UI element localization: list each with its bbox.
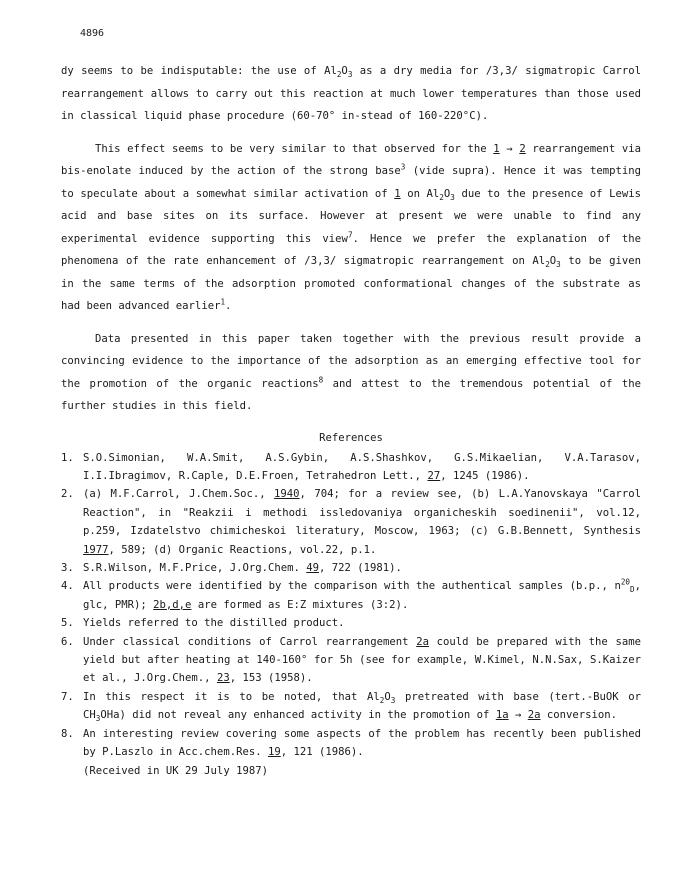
p2-text-b: rearrangement via bis-enolate induced by the action of the strong base bbox=[61, 142, 641, 177]
ref4-text-b: , glc, PMR); bbox=[83, 580, 641, 611]
ref6-compound: 2a bbox=[416, 635, 429, 648]
compound-1: 1 bbox=[394, 187, 401, 200]
p2-text-a: This effect seems to be very similar to that observed for the bbox=[95, 142, 487, 155]
citation-1: 1 bbox=[220, 297, 226, 307]
ref2-year-1: 1940 bbox=[274, 488, 300, 501]
citation-3: 3 bbox=[400, 162, 406, 172]
ref4-superscript: 20 bbox=[620, 577, 631, 587]
reference-text bbox=[83, 485, 641, 559]
ref2-text-b: , 704; for a review see, (b) L.A.Yanovskaya "Carrol Reaction", in "Reakzii i methodi issledovaniya organicheskih soedinenii", vol.12, p.259, Izdatelstvo chimicheskoi literatury, Moscow, 1963; (c) G.B.Bennett, Synthesis bbox=[83, 488, 641, 538]
p2-text-h: . bbox=[225, 300, 232, 312]
p2-text-d: on Al bbox=[407, 187, 440, 200]
p2-text-c: (vide supra). Hence it was tempting to speculate about a somewhat similar activation of bbox=[61, 165, 641, 200]
reference-number: 7. bbox=[61, 690, 74, 703]
reference-number: 2. bbox=[61, 488, 74, 501]
ref8-text-a: An interesting review covering some aspects of the problem has recently been published by P.Laszlo in Acc.chem.Res. bbox=[83, 727, 641, 758]
ref8-text-b: , 121 (1986). bbox=[280, 746, 364, 758]
received-date: (Received in UK 29 July 1987) bbox=[83, 765, 268, 778]
ref7-text-d: conversion. bbox=[546, 709, 618, 722]
ref6-text-b: could be prepared with the same yield but after heating at 140-160° for 5h (see for example, W.Kimel, N.N.Sax, S.Kaizer et al., J.Org.Chem., bbox=[83, 635, 641, 685]
reference-7 bbox=[61, 688, 641, 725]
ref4-compounds: 2b,d,e bbox=[153, 598, 192, 611]
compound-2a: 2a bbox=[527, 709, 541, 722]
oxygen-symbol: O bbox=[549, 255, 557, 267]
ref7-text-a: In this respect it is to be noted, that Al bbox=[83, 690, 380, 703]
oxygen-symbol: O bbox=[443, 187, 451, 200]
oxygen-symbol: O bbox=[341, 65, 348, 77]
ref6-text-c: , 153 (1958). bbox=[229, 672, 313, 685]
ref3-text-b: , 722 (1981). bbox=[319, 561, 402, 574]
reference-text bbox=[83, 633, 641, 688]
ref3-text-a: S.R.Wilson, M.F.Price, J.Org.Chem. bbox=[83, 561, 300, 574]
ref4-subscript: D bbox=[630, 585, 635, 595]
subscript-2: 2 bbox=[439, 192, 444, 202]
p2-text-e: due to the presence of Lewis acid and base sites on its surface. However at present we were unable to find any experimental evidence supporting this view bbox=[61, 187, 641, 245]
reference-number: 8. bbox=[61, 727, 74, 740]
citation-8: 8 bbox=[318, 374, 324, 384]
paragraph-1 bbox=[61, 60, 641, 128]
ref6-volume: 23 bbox=[216, 672, 230, 685]
reference-number: 4. bbox=[61, 580, 74, 593]
reaction-arrow: → bbox=[514, 709, 522, 722]
ref2-text-a: (a) M.F.Carrol, J.Chem.Soc., bbox=[83, 488, 266, 501]
subscript-2: 2 bbox=[545, 260, 550, 270]
ref1-volume: 27 bbox=[427, 469, 441, 482]
subscript-2: 2 bbox=[336, 70, 342, 80]
ref1-text-a: S.O.Simonian, W.A.Smit, A.S.Gybin, A.S.Shashkov, G.S.Mikaelian, V.A.Tarasov, I.I.Ibragimov, R.Caple, D.E.Froen, Tetrahedron Lett., bbox=[83, 451, 641, 482]
reference-4 bbox=[61, 577, 641, 614]
reference-text: Yields referred to the distilled product. bbox=[83, 617, 345, 630]
subscript-2: 2 bbox=[379, 695, 385, 705]
reference-text bbox=[83, 577, 641, 614]
ref6-text-a: Under classical conditions of Carrol rearrangement bbox=[83, 635, 409, 648]
subscript-3: 3 bbox=[450, 192, 455, 202]
ref4-text-a: All products were identified by the comparison with the authentical samples (b.p., n bbox=[83, 580, 621, 593]
subscript-3: 3 bbox=[95, 714, 101, 724]
p1-text-b: as a dry media for /3,3/ sigmatropic Carrol rearrangement allows to carry out this reaction at much lower temperatures than those used in classical liquid phase procedure (60-70° in-stead of 160-220°C). bbox=[61, 65, 641, 122]
references-heading: References bbox=[319, 431, 383, 444]
paragraph-2 bbox=[61, 138, 641, 318]
reference-text bbox=[83, 449, 641, 486]
compound-1: 1 bbox=[493, 142, 500, 155]
ref2-text-c: , 589; (d) Organic Reactions, vol.22, p.1. bbox=[108, 543, 377, 556]
ref4-text-c: are formed as E:Z mixtures (3:2). bbox=[197, 598, 409, 611]
ref7-text-b: pretreated with base (tert.-BuOK or CH bbox=[83, 690, 642, 722]
reference-number: 3. bbox=[61, 561, 74, 574]
ref8-volume: 19 bbox=[267, 746, 281, 758]
citation-7: 7 bbox=[347, 229, 353, 239]
page-number: 4896 bbox=[80, 28, 105, 39]
reference-2 bbox=[61, 485, 641, 559]
reference-number: 6. bbox=[61, 635, 74, 648]
ref1-text-b: , 1245 (1986). bbox=[440, 469, 530, 482]
reference-8 bbox=[61, 725, 641, 762]
subscript-3: 3 bbox=[556, 260, 561, 270]
p1-text-a: dy seems to be indisputable: the use of Al bbox=[61, 65, 337, 77]
subscript-3: 3 bbox=[347, 70, 353, 80]
ref2-year-2: 1977 bbox=[83, 543, 109, 556]
compound-2: 2 bbox=[519, 142, 526, 155]
oxygen-symbol: O bbox=[384, 690, 391, 703]
compound-1a: 1a bbox=[495, 709, 509, 722]
reference-text bbox=[83, 725, 641, 762]
reference-1 bbox=[61, 449, 641, 486]
paragraph-3 bbox=[61, 328, 641, 418]
ref3-volume: 49 bbox=[306, 561, 320, 574]
p3-text-a: Data presented in this paper taken together with the previous result provide a convincing evidence to the importance of the adsorption as an emerging effective tool for the promotion of the organic reactions bbox=[61, 332, 641, 390]
subscript-3: 3 bbox=[390, 695, 396, 705]
reference-text bbox=[83, 688, 641, 725]
article-body bbox=[61, 60, 641, 780]
p2-text-f: . Hence we prefer the explanation of the phenomena of the rate enhancement of /3,3/ sigmatropic rearrangement on Al bbox=[61, 232, 641, 267]
ref7-text-c: OHa) did not reveal any enhanced activity in the promotion of bbox=[100, 709, 490, 722]
reference-6 bbox=[61, 633, 641, 688]
p3-text-b: and attest to the tremendous potential of the further studies in this field. bbox=[61, 377, 641, 412]
reference-text bbox=[83, 559, 641, 577]
reference-5 bbox=[61, 614, 641, 632]
reference-number: 1. bbox=[61, 451, 74, 464]
reaction-arrow: → bbox=[506, 142, 513, 155]
reference-number: 5. bbox=[61, 617, 74, 630]
p2-text-g: to be given in the same terms of the adsorption promoted conformational changes of the substrate as had been advanced earlier bbox=[61, 255, 641, 312]
reference-3 bbox=[61, 559, 641, 577]
